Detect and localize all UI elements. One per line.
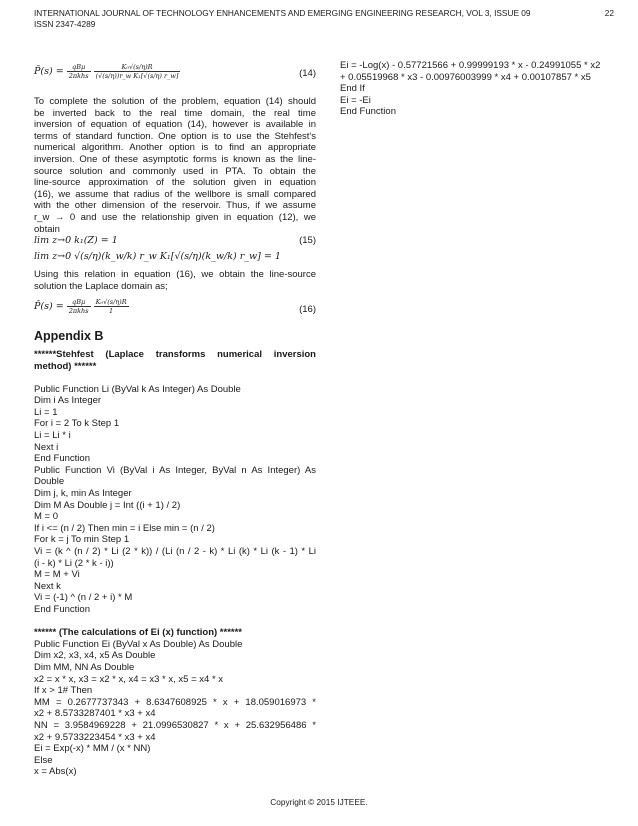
code-line: For i = 2 To k Step 1 <box>34 418 120 430</box>
journal-title: INTERNATIONAL JOURNAL OF TECHNOLOGY ENHANCEMENTS AND EMERGING ENGINEERING RESEARCH, VOL 3, ISSUE 09 <box>34 8 531 18</box>
eq14-numerator: qBμ <box>67 63 91 72</box>
text-line: source solution and commonly used in PTA. To obtain the <box>34 165 316 177</box>
eq16-label: (16) <box>299 304 316 316</box>
text-line: (16), we assume that radius of the wellbore is small compared <box>34 188 316 200</box>
text-line: with the other dimension of the reservoir. Thus, if we assume <box>34 200 316 212</box>
code-line: x2 + 9.5733223454 * x3 + x4 <box>34 731 156 743</box>
eq16-denominator: 2πkhs <box>68 307 89 316</box>
code-line: (i - k) * Li (2 * k - i)) <box>34 557 114 569</box>
code-line: Next i <box>34 441 59 453</box>
code-line: End Function <box>34 603 90 615</box>
text-line: inversion. One of these asymptotic forms is known as the line- <box>34 153 316 165</box>
code-line: Dim x2, x3, x4, x5 As Double <box>34 650 156 662</box>
code-line: Double <box>34 476 65 488</box>
code-line: For k = j To min Step 1 <box>34 534 130 546</box>
text-line: obtain <box>34 223 60 235</box>
text-line: inversion of equation of equation (14), however is available in <box>34 119 316 131</box>
code-line: x = Abs(x) <box>34 766 77 778</box>
code-line: Dim i As Integer <box>34 395 102 407</box>
issn: ISSN 2347-4289 <box>34 18 96 29</box>
code-line: If x > 1# Then <box>34 685 93 697</box>
eq15-text: lim z→0 k₁(Z) = 1 <box>34 235 118 247</box>
code-line: Public Function Ei (ByVal x As Double) As Double <box>34 638 243 650</box>
text-line: Using this relation in equation (16), we obtain the line-source <box>34 269 316 281</box>
code-line: M = M + Vi <box>34 569 80 581</box>
stehfest-title-line: ******Stehfest (Laplace transforms numerical inversion <box>34 348 316 360</box>
eq15-label: (15) <box>299 235 316 247</box>
equation-15 <box>34 235 316 247</box>
eq16-fraction <box>67 298 91 315</box>
eq14-fraction <box>67 63 91 80</box>
equation-14 <box>34 60 316 86</box>
code-line: Dim j, k, min As Integer <box>34 488 132 500</box>
text-line: line-source approximation of the solution given in equation <box>34 177 316 189</box>
code-block-ei-continued <box>340 60 620 118</box>
code-line: x2 = x * x, x3 = x2 * x, x4 = x3 * x, x5 = x4 * x <box>34 673 224 685</box>
text-line: r_w → 0 and use the relationship given in equation (12), we <box>34 211 316 223</box>
eq14-inner-denominator: (√(s/η))r_w K₁[√(s/η) r_w] <box>95 72 179 80</box>
copyright: Copyright © 2015 IJTEEE. <box>270 797 368 807</box>
code-block-stehfest <box>34 384 316 616</box>
eq15b-text: lim z→0 √(s/η)(k_w/k) r_w K₁[√(s/η)(k_w/k) r_w] = 1 <box>34 251 281 263</box>
equation-15b <box>34 247 316 269</box>
page-footer <box>0 797 638 807</box>
code-line: Ei = Exp(-x) * MM / (x * NN) <box>34 743 151 755</box>
text-line: numerical algorithm. Another option is to find an appropriate <box>34 142 316 154</box>
code-line: Ei = -Ei <box>340 94 371 106</box>
left-column <box>34 60 316 778</box>
code-line: Dim MM, NN As Double <box>34 661 135 673</box>
code-line: End Function <box>34 453 90 465</box>
paragraph-line-source <box>34 269 316 292</box>
code-line: MM = 0.2677737343 + 8.6347608925 * x + 18.059016973 * <box>34 696 316 708</box>
text-line: terms of standard function. One option is to use the Stehfest's <box>34 130 316 142</box>
code-line: Else <box>34 754 53 766</box>
code-line: M = 0 <box>34 511 59 523</box>
eq16-inner-denominator: 1 <box>109 307 114 316</box>
code-line: Li = Li * i <box>34 430 71 442</box>
code-line: Public Function Vi (ByVal i As Integer, ByVal n As Integer) As <box>34 464 316 476</box>
eq16-numerator: qBμ <box>67 298 91 307</box>
code-line: Ei = -Log(x) - 0.57721566 + 0.99999193 * x - 0.24991055 * x2 <box>340 60 601 71</box>
code-line: Dim M As Double j = Int ((i + 1) / 2) <box>34 499 181 511</box>
right-column <box>340 60 620 118</box>
ei-title: ****** (The calculations of Ei (x) function) ****** <box>34 627 242 639</box>
code-block-ei <box>34 639 316 778</box>
page-header <box>34 8 614 29</box>
code-line: End Function <box>340 106 396 118</box>
code-line: + 0.05519968 * x3 - 0.00976003999 * x4 + 0.00107857 * x5 <box>340 71 591 83</box>
code-line: x2 + 8.5733287401 * x3 + x4 <box>34 708 156 720</box>
code-line: Li = 1 <box>34 406 58 418</box>
equation-16 <box>34 295 316 323</box>
code-line: Vi = (k ^ (n / 2) * Li (2 * k)) / (Li (n / 2 - k) * Li (k) * Li (k - 1) * Li <box>34 546 316 557</box>
eq14-lhs: P̄(s) = <box>34 66 64 77</box>
code-line: Next k <box>34 580 61 592</box>
appendix-b-heading: Appendix B <box>34 329 104 344</box>
text-line: be inverted back to the real time domain, the real time <box>34 107 316 119</box>
text-line: To complete the solution of the problem, equation (14) should <box>34 96 316 107</box>
code-line: NN = 3.9584969228 + 21.0996530827 * x + 25.632956486 * <box>34 719 316 731</box>
code-line: Public Function Li (ByVal k As Integer) As Double <box>34 383 241 395</box>
text-line: solution the Laplace domain as; <box>34 280 168 292</box>
stehfest-title <box>34 349 316 372</box>
eq16-inner-numerator: K₀√(s/η)R <box>95 298 127 307</box>
code-line: End If <box>340 83 365 95</box>
page-number: 22 <box>604 8 614 18</box>
stehfest-title-line: method) ****** <box>34 360 97 372</box>
eq16-lhs: P̄(s) = <box>34 301 64 313</box>
eq14-denominator: 2πkhs <box>68 72 89 80</box>
eq14-label: (14) <box>299 68 316 79</box>
code-line: Vi = (-1) ^ (n / 2 + i) * M <box>34 592 133 604</box>
paragraph-inversion <box>34 96 316 235</box>
code-line: If i <= (n / 2) Then min = i Else min = (n / 2) <box>34 522 215 534</box>
eq14-inner-numerator: K₀√(s/η)R <box>94 63 181 72</box>
eq14-inner-fraction <box>94 63 181 80</box>
eq16-inner-fraction <box>94 298 129 315</box>
